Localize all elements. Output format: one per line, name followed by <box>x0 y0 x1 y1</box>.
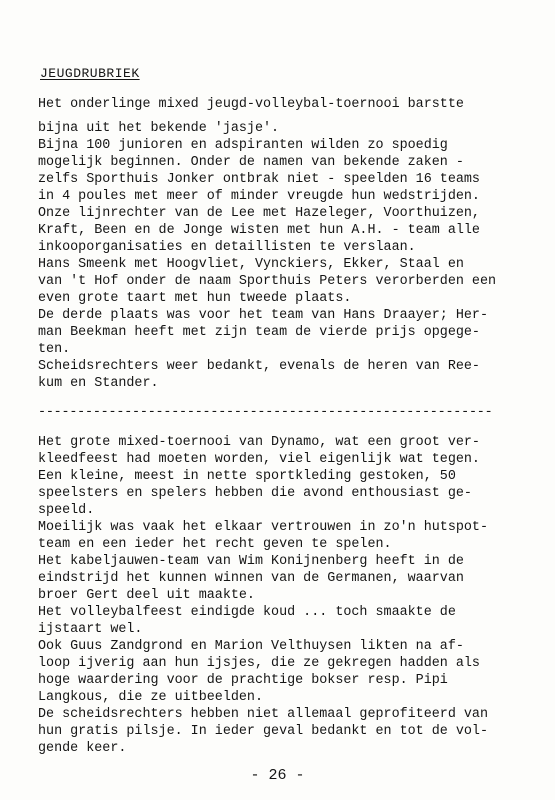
article-line: team en een ieder het recht geven te spelen. <box>38 537 392 552</box>
article-line: zelfs Sporthuis Jonker ontbrak niet - speelden 16 teams <box>38 172 480 187</box>
article-line: Kraft, Been en de Jonge wisten met hun A.H. - team alle <box>38 223 480 238</box>
article-line: bijna uit het bekende 'jasje'. <box>38 121 280 136</box>
article-line: Scheidsrechters weer bedankt, evenals de heren van Ree- <box>38 359 480 374</box>
article-line: loop ijverig aan hun ijsjes, die ze gekregen hadden als <box>38 656 480 671</box>
article-line: kum en Stander. <box>38 376 159 391</box>
article-volleyball-youth-tournament <box>38 96 538 392</box>
article-line: hoge waardering voor de prachtige bokser resp. Pipi <box>38 673 448 688</box>
article-line: kleedfeest had moeten worden, viel eigenlijk wat tegen. <box>38 452 480 467</box>
article-line: Een kleine, meest in nette sportkleding gestoken, 50 <box>38 469 456 484</box>
article-line: gende keer. <box>38 741 127 756</box>
article-line: broer Gert deel uit maakte. <box>38 588 255 603</box>
article-line: hun gratis pilsje. In ieder geval bedankt en tot de vol- <box>38 724 488 739</box>
article-line: Langkous, die ze uitbeelden. <box>38 690 263 705</box>
article-line: inkooporganisaties en detaillisten te verslaan. <box>38 240 416 255</box>
article-line: Onze lijnrechter van de Lee met Hazeleger, Voorthuizen, <box>38 206 480 221</box>
article-line: Moeilijk was vaak het elkaar vertrouwen in zo'n hutspot- <box>38 520 488 535</box>
article-line: Het kabeljauwen-team van Wim Konijnenberg heeft in de <box>38 554 464 569</box>
article-line: De scheidsrechters hebben niet allemaal geprofiteerd van <box>38 707 488 722</box>
article-line: eindstrijd het kunnen winnen van de Germanen, waarvan <box>38 571 464 586</box>
article-dynamo-mixed-tournament <box>38 434 538 757</box>
page-number: - 26 - <box>250 767 305 784</box>
article-line: mogelijk beginnen. Onder de namen van bekende zaken - <box>38 155 464 170</box>
article-line: speeld. <box>38 503 95 518</box>
article-line: Ook Guus Zandgrond en Marion Velthuysen likten na af- <box>38 639 464 654</box>
article-line: even grote taart met hun tweede plaats. <box>38 291 352 306</box>
dashed-divider: ---------------------------------------------------------- <box>38 405 493 420</box>
article-line: man Beekman heeft met zijn team de vierde prijs opgege- <box>38 325 480 340</box>
article-line: van 't Hof onder de naam Sporthuis Peters verorberden een <box>38 274 497 289</box>
article-line: Het onderlinge mixed jeugd-volleybal-toernooi barstte <box>38 97 464 112</box>
article-line: ten. <box>38 342 71 357</box>
section-heading: JEUGDRUBRIEK <box>40 66 140 81</box>
article-line: Het volleybalfeest eindigde koud ... toch smaakte de <box>38 605 456 620</box>
article-line: in 4 poules met meer of minder vreugde hun wedstrijden. <box>38 189 480 204</box>
article-line: Bijna 100 junioren en adspiranten wilden zo spoedig <box>38 138 448 153</box>
article-line: speelsters en spelers hebben die avond enthousiast ge- <box>38 486 472 501</box>
article-line: ijstaart wel. <box>38 622 143 637</box>
article-line: Het grote mixed-toernooi van Dynamo, wat een groot ver- <box>38 435 480 450</box>
article-line: De derde plaats was voor het team van Hans Draayer; Her- <box>38 308 488 323</box>
article-line: Hans Smeenk met Hoogvliet, Vynckiers, Ekker, Staal en <box>38 257 464 272</box>
